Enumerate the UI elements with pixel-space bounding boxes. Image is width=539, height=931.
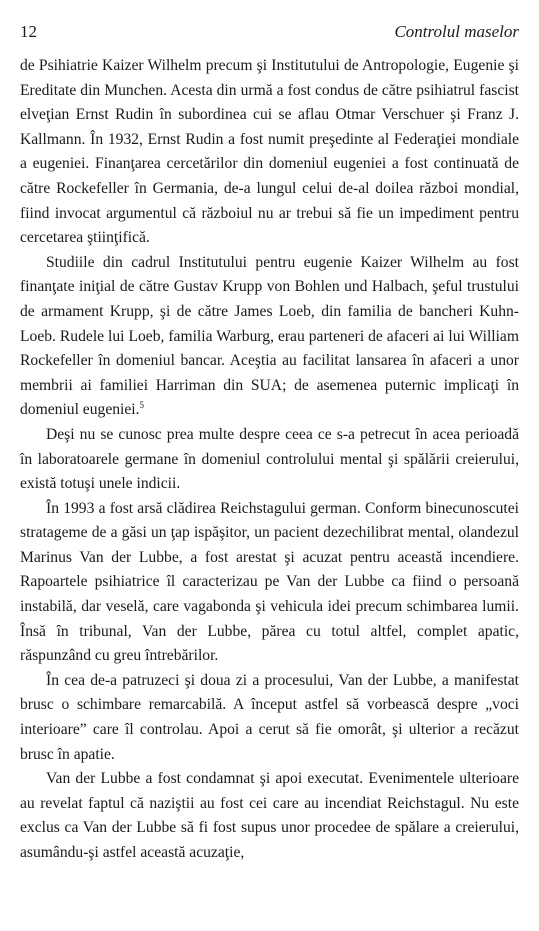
page-header [20,22,519,52]
paragraph-5: În cea de-a patruzeci şi doua zi a procesului, Van der Lubbe, a manifestat brusc o schimbare remarcabilă. A început astfel să vorbească despre „voci interioare” care îl controlau. Apoi a cerut să fie omorât, şi ulterior a recăzut brusc în apatie. [20,671,519,763]
paragraph-1: de Psihiatrie Kaizer Wilhelm precum şi Institutului de Antropologie, Eugenie şi Ereditate din Munchen. Acesta din urmă a fost condus de către psihiatrul fascist elveţian Ernst Rudin în subordinea cui se aflau Otmar Verschuer şi Franz J. Kallmann. În 1932, Ernst Rudin a fost numit preşedinte al Federaţiei mondiale a eugeniei. Finanţarea cercetărilor din domeniul eugeniei a fost continuată de către Rockefeller în Germania, de-a lungul celui de-al doilea război mondial, fiind invocat argumentul că războiul nu ar trebui să fie un impediment pentru cercetarea ştiinţifică. [20,57,519,247]
paragraph-3: Deşi nu se cunosc prea multe despre ceea ce s-a petrecut în acea perioadă în laboratoarele germane în domeniul controlului mental şi spălării creierului, există totuşi unele indicii. [20,425,519,493]
paragraph-4: În 1993 a fost arsă clădirea Reichstagului german. Conform binecunoscutei stratageme de a găsi un ţap ispăşitor, un pacient dezechilibrat mental, olandezul Marinus Van der Lubbe, a fost arestat şi acuzat pentru această incendiere. Rapoartele psihiatrice îl caracterizau pe Van der Lubbe ca fiind o persoană instabilă, dar veselă, care vagabonda şi vehicula idei precum schimbarea lumii. Însă în tribunal, Van der Lubbe, părea cu totul altfel, complet apatic, răspunzând cu greu întrebărilor. [20,499,519,665]
paragraph-6: Van der Lubbe a fost condamnat şi apoi executat. Evenimentele ulterioare au revelat faptul că naziştii au fost cei care au incendiat Reichstagul. Nu este exclus ca Van der Lubbe să fi fost supus unor procedee de spălare a creierului, asumându-şi astfel această acuzaţie, [20,770,519,861]
footnote-marker[interactable]: 5 [139,400,145,411]
running-title: Controlul maselor [394,22,519,41]
page-number: 12 [20,22,37,41]
paragraph-2: Studiile din cadrul Institutului pentru eugenie Kaizer Wilhelm au fost finanţate iniţial de către Gustav Krupp von Bohlen und Halbach, şeful trustului de armament Krupp, şi de către James Loeb, din familia de bancheri Kuhn-Loeb. Rudele lui Loeb, familia Warburg, erau parteneri de afaceri ai lui William Rockefeller în domeniul bancar. Aceştia au facilitat lansarea în afaceri a unor membrii ai familiei Harriman din SUA; de asemenea puternic implicaţi în domeniul eugeniei.$^5$ [20,253,519,419]
body-text [20,54,519,866]
